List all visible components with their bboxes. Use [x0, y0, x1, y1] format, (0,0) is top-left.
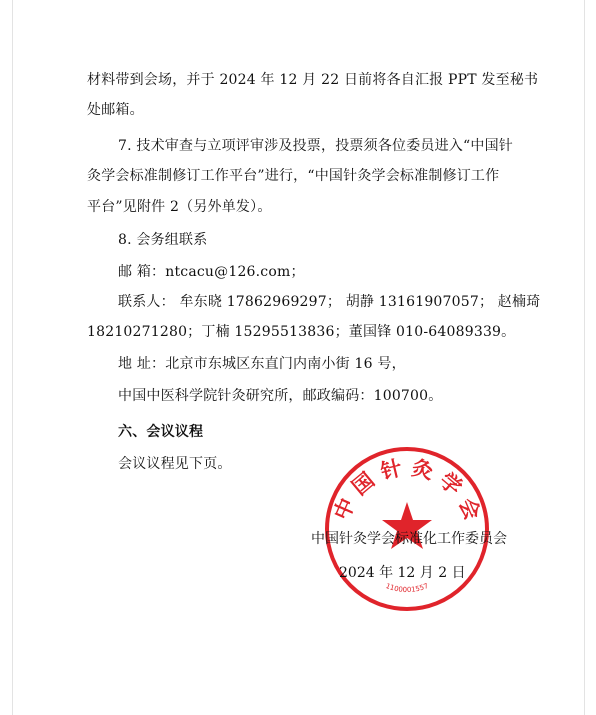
section-body: 会议议程见下页。 [118, 456, 232, 472]
page-border-right [584, 0, 585, 715]
item-7-line: 灸学会标准制修订工作平台”进行，“中国针灸学会标准制修订工作 [87, 168, 500, 184]
signature-date: 2024 年 12 月 2 日 [339, 565, 466, 581]
contact-address: 中国中医科学院针灸研究所，邮政编码：100700。 [118, 388, 443, 404]
section-heading: 六、会议议程 [118, 424, 204, 440]
seal-text: 中 国 针 灸 学 会 [329, 455, 485, 524]
contact-email: 邮 箱：ntcacu@126.com； [118, 264, 305, 280]
paragraph-line: 处邮箱。 [87, 102, 144, 118]
signature-org: 中国针灸学会标准化工作委员会 [311, 531, 507, 547]
seal-code: 1100001557 [384, 581, 430, 595]
item-7-line: 7. 技术审查与立项评审涉及投票，投票须各位委员进入“中国针 [118, 138, 513, 154]
item-7-line: 平台”见附件 2（另外单发）。 [87, 199, 272, 215]
contact-persons: 联系人： 牟东晓 17862969297； 胡静 13161907057； 赵楠琦 [118, 294, 541, 310]
contact-address: 地 址：北京市东城区东直门内南小街 16 号， [118, 356, 406, 372]
item-8-title: 8. 会务组联系 [118, 232, 208, 248]
contact-persons: 18210271280；丁楠 15295513836；董国锋 010-64089339。 [87, 324, 516, 340]
paragraph-line: 材料带到会场，并于 2024 年 12 月 22 日前将各自汇报 PPT 发至秘书 [87, 72, 539, 88]
page-border-left [12, 0, 13, 715]
